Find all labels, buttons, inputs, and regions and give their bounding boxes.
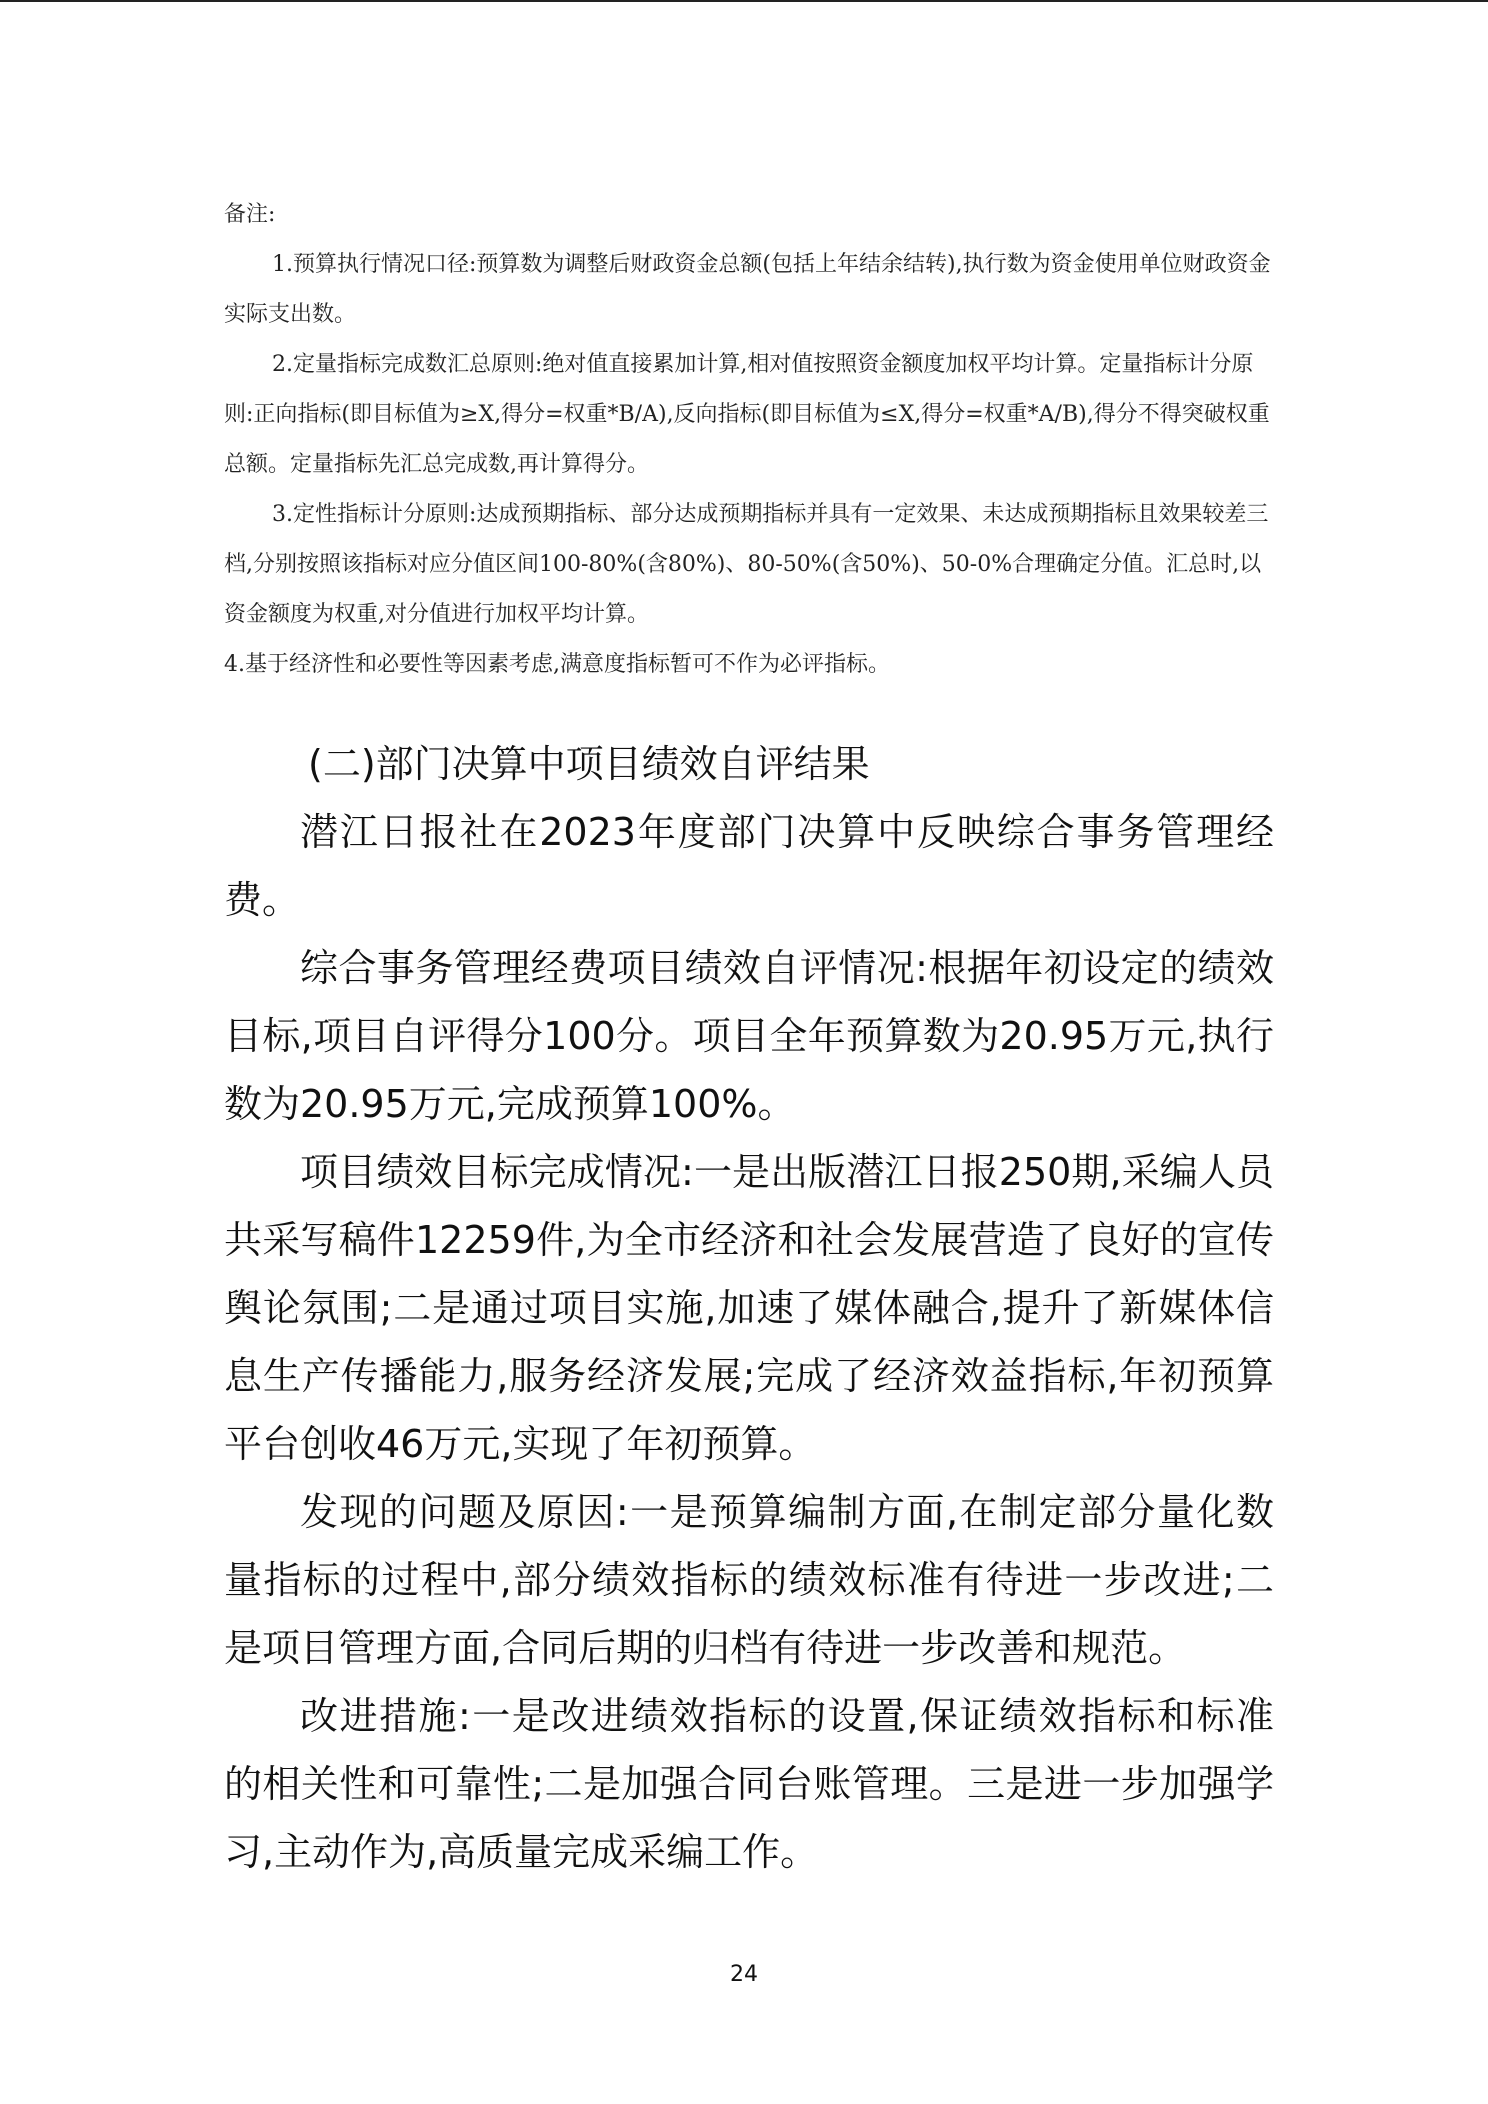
paragraph-improvements: 改进措施:一是改进绩效指标的设置,保证绩效指标和标准的相关性和可靠性;二是加强合同台账管理。三是进一步加强学习,主动作为,高质量完成采编工作。	[224, 1694, 1274, 1874]
section-title: (二)部门决算中项目绩效自评结果	[308, 742, 870, 786]
paragraph-intro: 潜江日报社在2023年度部门决算中反映综合事务管理经费。	[224, 810, 1274, 922]
notes-heading: 备注:	[224, 202, 276, 227]
main-content	[224, 730, 1274, 1886]
note-item-3: 3.定性指标计分原则:达成预期指标、部分达成预期指标并具有一定效果、未达成预期指标且效果较差三档,分别按照该指标对应分值区间100-80%(含80%)、80-50%(含50%)、50-0%合理确定分值。汇总时,以资金额度为权重,对分值进行加权平均计算。	[224, 502, 1269, 627]
paragraph-goal-completion: 项目绩效目标完成情况:一是出版潜江日报250期,采编人员共采写稿件12259件,为全市经济和社会发展营造了良好的宣传舆论氛围;二是通过项目实施,加速了媒体融合,提升了新媒体信息生产传播能力,服务经济发展;完成了经济效益指标,年初预算平台创收46万元,实现了年初预算。	[224, 1150, 1274, 1466]
page-number: 24	[730, 1962, 758, 1987]
paragraph-problems: 发现的问题及原因:一是预算编制方面,在制定部分量化数量指标的过程中,部分绩效指标的绩效标准有待进一步改进;二是项目管理方面,合同后期的归档有待进一步改善和规范。	[224, 1490, 1274, 1670]
notes-block	[224, 190, 1274, 690]
page-top-border	[0, 0, 1488, 2]
note-item-2: 2.定量指标完成数汇总原则:绝对值直接累加计算,相对值按照资金额度加权平均计算。定量指标计分原则:正向指标(即目标值为≥X,得分=权重*B/A),反向指标(即目标值为≤X,得分=权重*A/B),得分不得突破权重总额。定量指标先汇总完成数,再计算得分。	[224, 352, 1270, 477]
paragraph-self-evaluation: 综合事务管理经费项目绩效自评情况:根据年初设定的绩效目标,项目自评得分100分。项目全年预算数为20.95万元,执行数为20.95万元,完成预算100%。	[224, 946, 1274, 1126]
note-item-4: 4.基于经济性和必要性等因素考虑,满意度指标暂可不作为必评指标。	[224, 652, 890, 677]
note-item-1: 1.预算执行情况口径:预算数为调整后财政资金总额(包括上年结余结转),执行数为资金使用单位财政资金实际支出数。	[224, 252, 1271, 327]
